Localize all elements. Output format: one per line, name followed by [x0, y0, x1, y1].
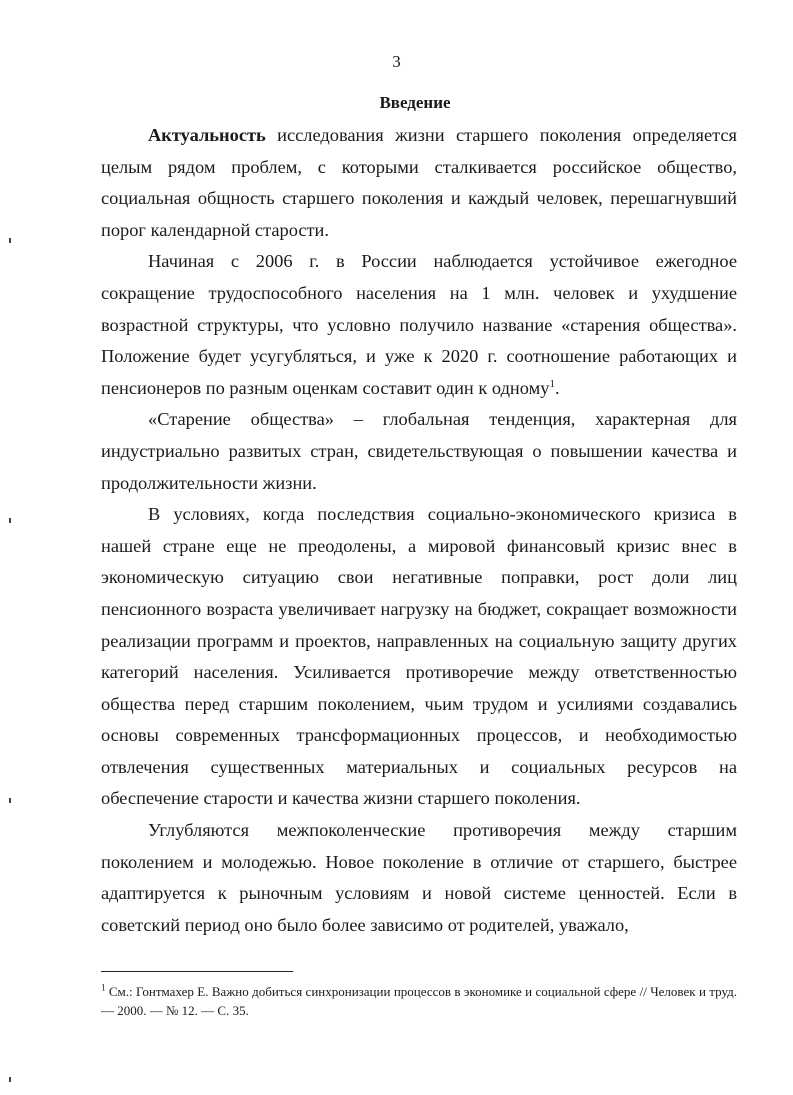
scan-artifact-dot: [9, 238, 11, 243]
page-number: 3: [392, 52, 401, 71]
scan-artifact-dot: [9, 518, 11, 523]
footnote-text: См.: Гонтмахер Е. Важно добиться синхронизации процессов в экономике и социальной сфере // Человек и труд. — 2000. — № 12. — С. 35.: [101, 984, 737, 1018]
paragraph-crisis: В условиях, когда последствия социально-экономического кризиса в нашей стране еще не преодолены, а мировой финансовый кризис внес в экономическую ситуацию свои негативные поправки, рост доли лиц пенсионного возраста увеличивает нагрузку на бюджет, сокращает возможности реализации программ и проектов, направленных на социальную защиту других категорий населения. Усиливается противоречие между ответственностью общества перед старшим поколением, чьим трудом и усилиями создавались основы современных трансформационных процессов, и необходимостью отвлечения существенных материальных и социальных ресурсов на обеспечение старости и качества жизни старшего поколения.: [101, 504, 737, 809]
body-text: [101, 120, 737, 941]
paragraph-aging-trend: «Старение общества» – глобальная тенденция, характерная для индустриально развитых стран, свидетельствующая о повышении качества и продолжительности жизни.: [101, 409, 737, 493]
scan-artifact-dot: [9, 1077, 11, 1082]
paragraph-text: исследования жизни старшего поколения определяется целым рядом проблем, с которыми сталкивается российское общество, социальная общность старшего поколения и каждый человек, перешагнувший порог календарной старости.: [101, 125, 737, 240]
paragraph-demographics: [101, 246, 737, 404]
paragraph-text: Начиная с 2006 г. в России наблюдается устойчивое ежегодное сокращение трудоспособного населения на 1 млн. человек и ухудшение возрастной структуры, что условно получило название «старения общества». Положение будет усугубляться, и уже к 2020 г. соотношение работающих и пенсионеров по разным оценкам составит один к одному: [101, 251, 737, 398]
footnote-divider: [101, 971, 293, 972]
paragraph-tail: .: [554, 377, 560, 398]
paragraph-relevance: [101, 120, 737, 246]
section-heading: Введение: [379, 93, 451, 112]
footnote: [101, 982, 737, 1020]
lead-term: Актуальность: [148, 125, 266, 145]
footnote-reference[interactable]: 1: [549, 377, 555, 390]
footnote-mark: 1: [101, 982, 106, 993]
paragraph-generations: Углубляются межпоколенческие противоречия между старшим поколением и молодежью. Новое поколение в отличие от старшего, быстрее адаптируется к рыночным условиям и новой системе ценностей. Если в советский период оно было более зависимо от родителей, уважало,: [101, 820, 737, 935]
scan-artifact-dot: [9, 798, 11, 803]
